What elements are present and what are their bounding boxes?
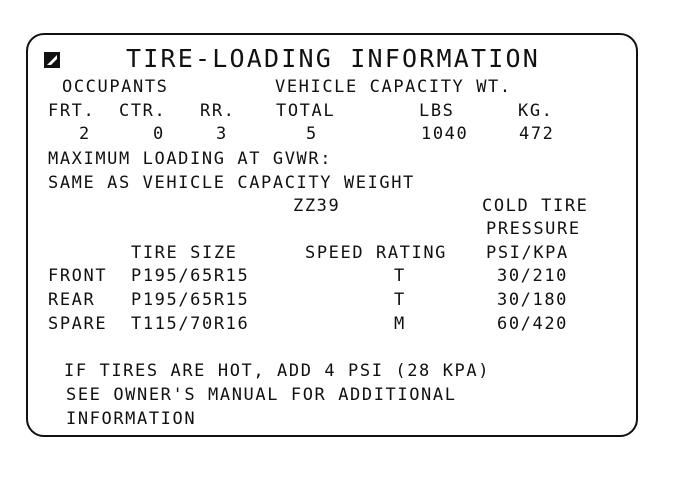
occupants-heading: OCCUPANTS (62, 77, 169, 97)
pressure-column-header: PSI/KPA (486, 243, 569, 263)
gvwr-line-1: MAXIMUM LOADING AT GVWR: (48, 149, 333, 169)
center-label: CTR. (119, 101, 167, 121)
table-row-rear-size: P195/65R15 (131, 290, 250, 310)
table-row-rear-rating: T (394, 290, 406, 310)
center-occupants-value: 0 (153, 124, 165, 144)
owners-manual-note: SEE OWNER'S MANUAL FOR ADDITIONAL (66, 385, 457, 405)
table-row-spare-rating: M (394, 314, 406, 334)
table-row-spare-position: SPARE (48, 314, 108, 334)
table-row-front-pressure: 30/210 (497, 266, 569, 286)
table-row-front-rating: T (394, 266, 406, 286)
rear-occupants-value: 3 (216, 124, 228, 144)
hot-tire-note: IF TIRES ARE HOT, ADD 4 PSI (28 KPA) (64, 361, 491, 381)
label-title: TIRE-LOADING INFORMATION (126, 44, 541, 73)
table-row-rear-position: REAR (48, 290, 96, 310)
kg-label: KG. (518, 101, 554, 121)
pressure-heading: PRESSURE (486, 219, 581, 239)
information-note: INFORMATION (66, 409, 197, 429)
total-occupants-value: 5 (306, 124, 318, 144)
cold-tire-heading: COLD TIRE (482, 196, 589, 216)
front-occupants-value: 2 (79, 124, 91, 144)
capacity-lbs-value: 1040 (421, 124, 469, 144)
lbs-label: LBS (419, 101, 455, 121)
front-label: FRT. (48, 101, 96, 121)
tire-size-column-header: TIRE SIZE (131, 243, 238, 263)
table-row-front-position: FRONT (48, 266, 108, 286)
table-row-front-size: P195/65R15 (131, 266, 250, 286)
rear-label: RR. (200, 101, 236, 121)
brand-logo-icon (44, 52, 60, 68)
vehicle-capacity-heading: VEHICLE CAPACITY WT. (275, 77, 512, 97)
capacity-kg-value: 472 (519, 124, 555, 144)
table-row-spare-pressure: 60/420 (497, 314, 569, 334)
table-row-spare-size: T115/70R16 (131, 314, 250, 334)
gvwr-line-2: SAME AS VEHICLE CAPACITY WEIGHT (48, 173, 415, 193)
total-label: TOTAL (276, 101, 336, 121)
table-row-rear-pressure: 30/180 (497, 290, 569, 310)
code-value: ZZ39 (293, 196, 341, 216)
speed-rating-column-header: SPEED RATING (305, 243, 448, 263)
